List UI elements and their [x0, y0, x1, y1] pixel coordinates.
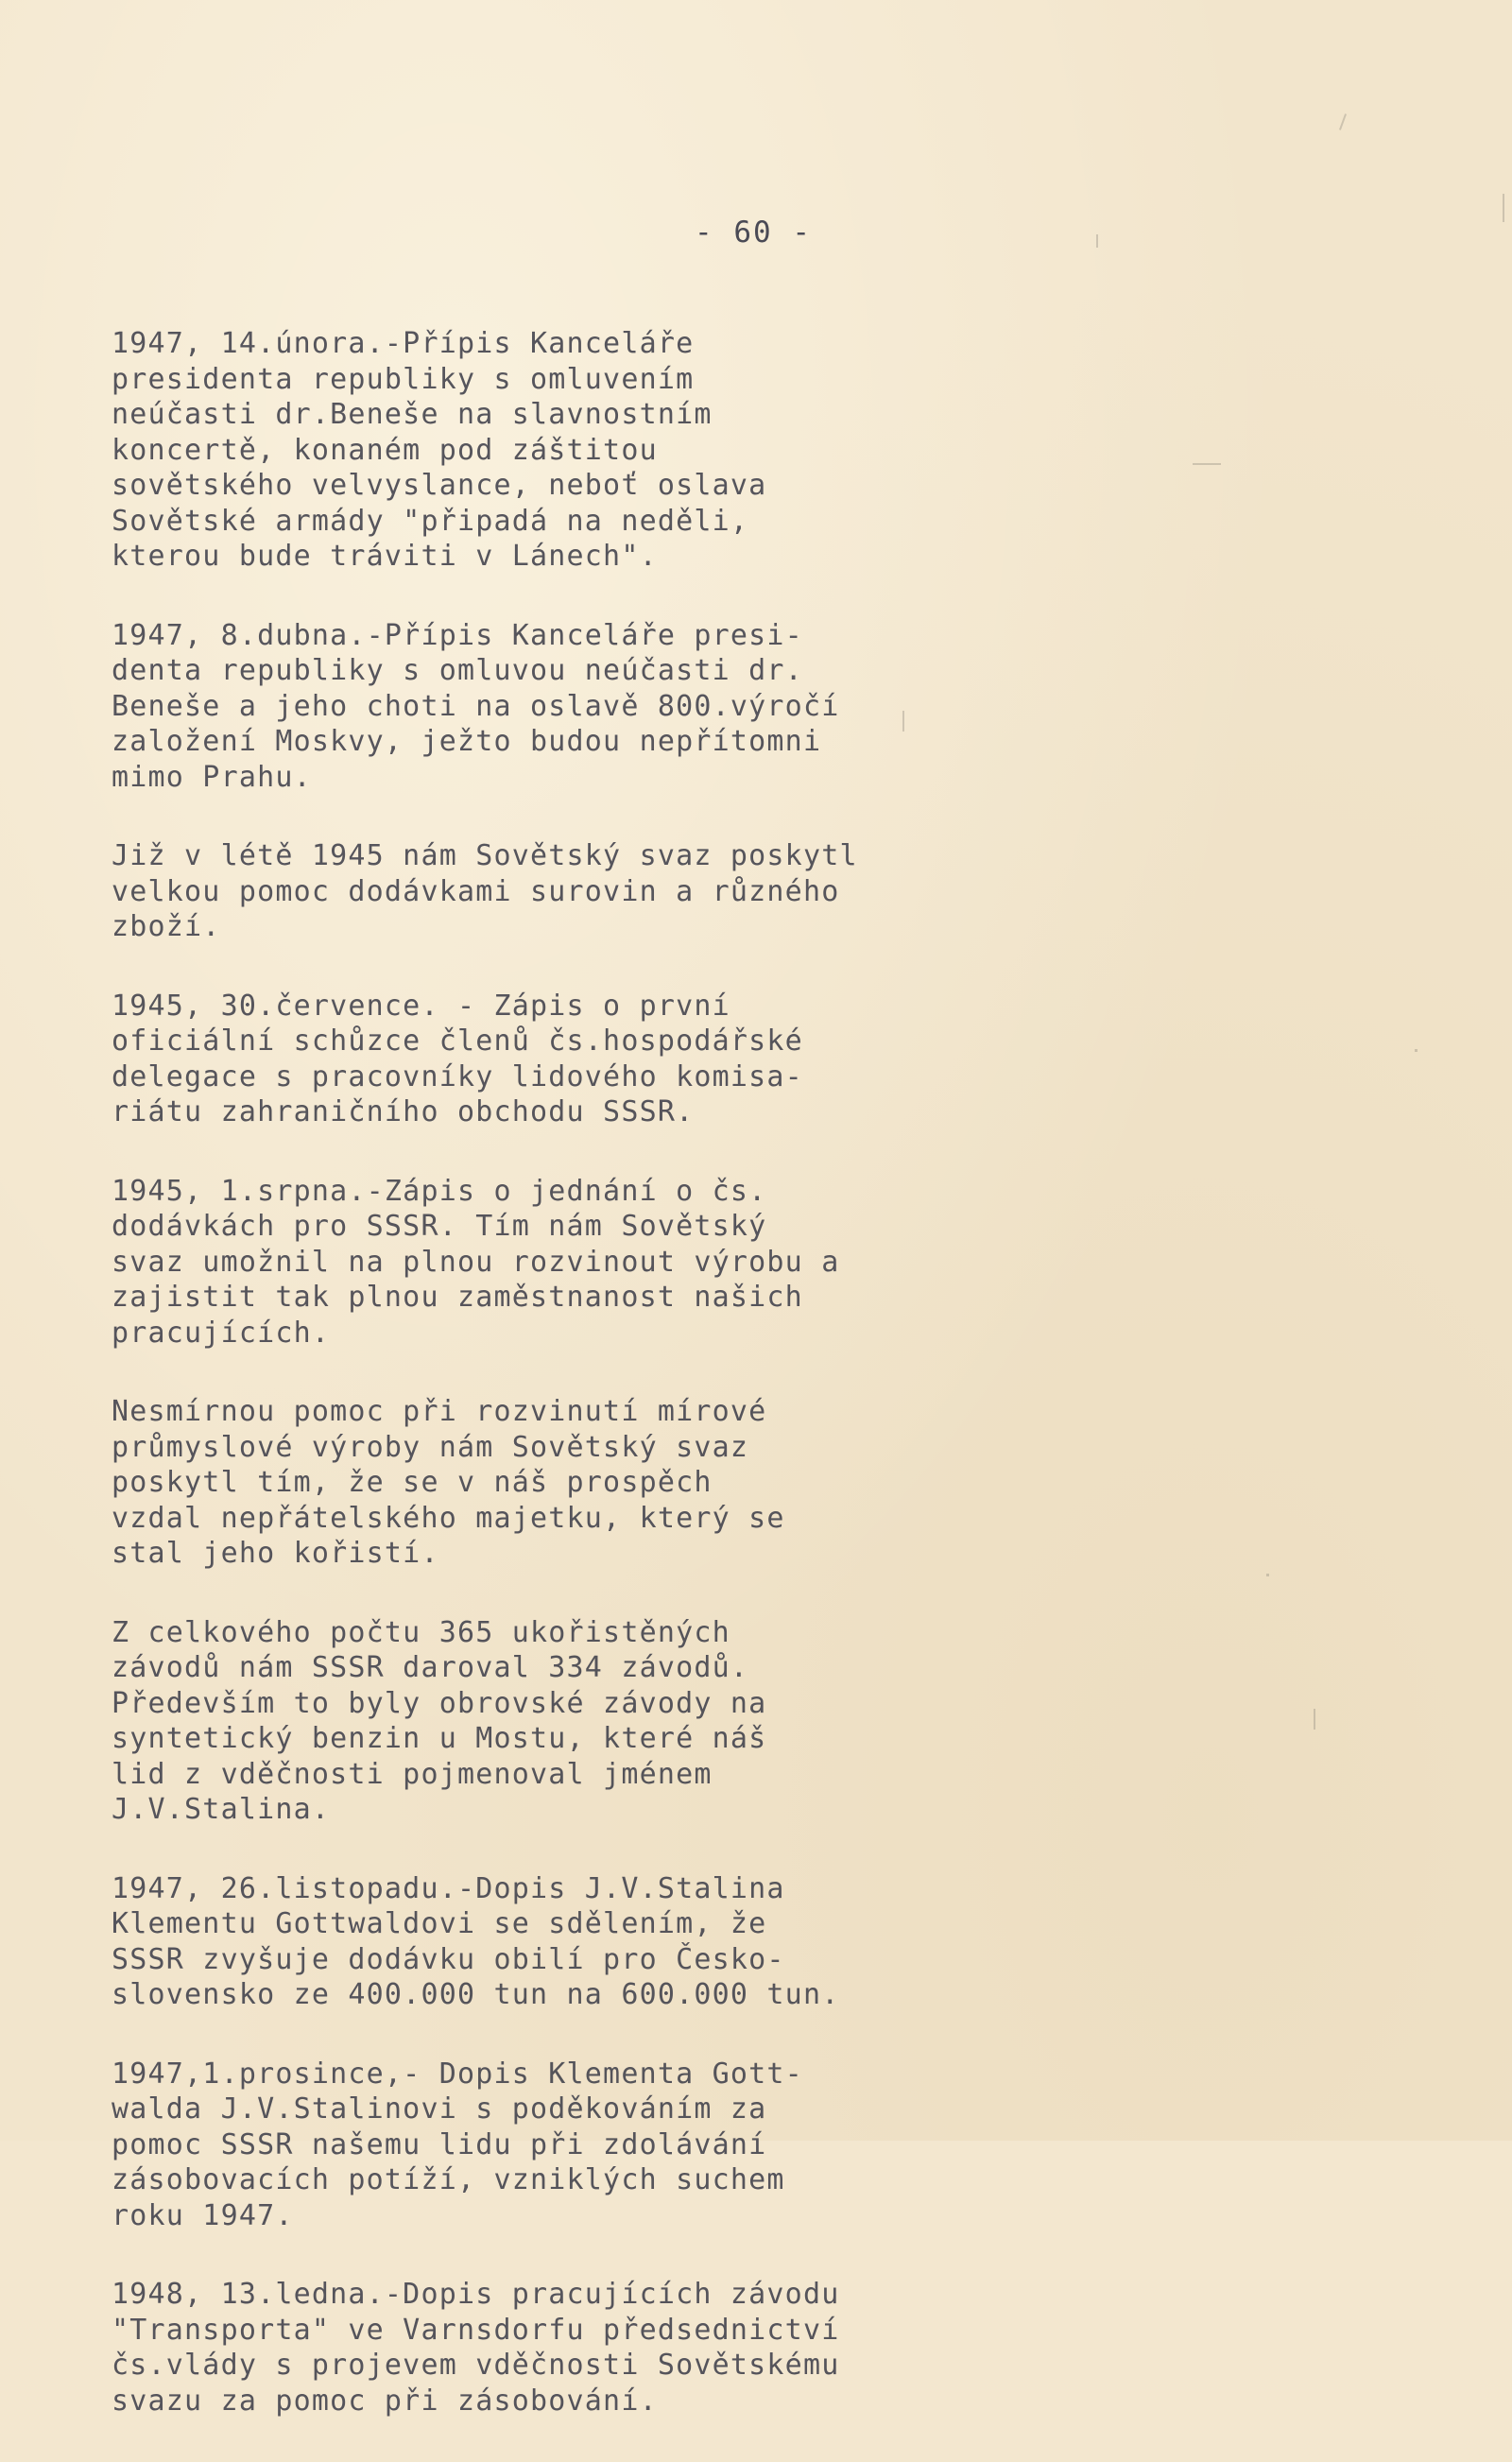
text-line: mimo Prahu.	[112, 760, 312, 794]
text-line: 1947, 14.února.-Přípis Kanceláře	[112, 327, 695, 360]
paper-speck	[902, 711, 904, 732]
text-line: dodávkách pro SSSR. Tím nám Sovětský	[112, 1210, 767, 1243]
paragraph-1945-30-cervence	[112, 989, 896, 1130]
page-number: - 60 -	[695, 215, 812, 250]
text-line: zajistit tak plnou zaměstnanost našich	[112, 1281, 803, 1314]
paper-speck	[1193, 463, 1221, 465]
text-line: denta republiky s omluvou neúčasti dr.	[112, 654, 803, 687]
text-line: koncertě, konaném pod záštitou	[112, 433, 658, 467]
text-line: 1945, 30.července. - Zápis o první	[112, 989, 730, 1023]
text-line: závodů nám SSSR daroval 334 závodů.	[112, 1651, 749, 1684]
text-line: svaz umožnil na plnou rozvinout výrobu a	[112, 1245, 840, 1279]
text-line: presidenta republiky s omluvením	[112, 362, 695, 396]
paper-speck	[1503, 194, 1504, 222]
text-line: Nesmírnou pomoc při rozvinutí mírové	[112, 1395, 767, 1428]
text-line: 1945, 1.srpna.-Zápis o jednání o čs.	[112, 1174, 767, 1208]
text-line: "Transporta" ve Varnsdorfu předsednictví	[112, 2313, 840, 2347]
paper-speck	[1266, 1574, 1269, 1576]
text-line: pomoc SSSR našemu lidu při zdolávání	[112, 2127, 767, 2161]
text-line: walda J.V.Stalinovi s poděkováním za	[112, 2092, 767, 2126]
paragraph-1945-1-srpna	[112, 1174, 896, 1352]
paragraph-1947-14-unora	[112, 326, 896, 575]
paragraph-1947-26-listopadu	[112, 1871, 896, 2013]
text-line: slovensko ze 400.000 tun na 600.000 tun.	[112, 1978, 840, 2011]
paper-speck	[1339, 113, 1347, 130]
paragraph-ukoristene-zavody	[112, 1615, 896, 1828]
text-line: neúčasti dr.Beneše na slavnostním	[112, 398, 713, 431]
text-line: zásobovacích potíží, vzniklých suchem	[112, 2163, 785, 2196]
text-line: založení Moskvy, ježto budou nepřítomni	[112, 725, 822, 758]
text-line: čs.vlády s projevem vděčnosti Sovětskému	[112, 2349, 840, 2382]
paragraph-nesmirnou-pomoc	[112, 1394, 896, 1572]
text-line: 1947, 26.listopadu.-Dopis J.V.Stalina	[112, 1871, 785, 1905]
text-line: Především to byly obrovské závody na	[112, 1686, 767, 1720]
text-line: 1947, 8.dubna.-Přípis Kanceláře presi-	[112, 618, 803, 652]
paper-speck	[1096, 234, 1098, 248]
text-line: svazu za pomoc při zásobování.	[112, 2384, 658, 2418]
text-line: Již v létě 1945 nám Sovětský svaz poskytl	[112, 839, 858, 872]
paragraph-1947-8-dubna	[112, 618, 896, 796]
text-line: Sovětské armády "připadá na neděli,	[112, 504, 749, 538]
paragraph-leto-1945	[112, 838, 896, 945]
text-line: Z celkového počtu 365 ukořistěných	[112, 1615, 730, 1649]
text-line: Klementu Gottwaldovi se sdělením, že	[112, 1907, 767, 1940]
text-line: delegace s pracovníky lidového komisa-	[112, 1059, 803, 1093]
paper-speck	[1314, 1709, 1315, 1730]
paragraph-1948-13-ledna	[112, 2277, 896, 2419]
text-line: riátu zahraničního obchodu SSSR.	[112, 1095, 695, 1128]
text-line: SSSR zvyšuje dodávku obilí pro Česko-	[112, 1942, 785, 1976]
text-line: stal jeho kořistí.	[112, 1537, 439, 1570]
text-line: poskytl tím, že se v náš prospěch	[112, 1466, 713, 1499]
text-line: 1948, 13.ledna.-Dopis pracujících závodu	[112, 2278, 840, 2311]
paper-speck	[1415, 1049, 1418, 1052]
text-line: lid z vděčnosti pojmenoval jménem	[112, 1757, 713, 1791]
text-line: pracujících.	[112, 1316, 331, 1350]
text-line: Beneše a jeho choti na oslavě 800.výročí	[112, 689, 840, 723]
text-line: sovětského velvyslance, neboť oslava	[112, 469, 767, 502]
text-line: oficiální schůzce členů čs.hospodářské	[112, 1024, 803, 1058]
text-line: roku 1947.	[112, 2198, 294, 2232]
text-line: syntetický benzin u Mostu, které náš	[112, 1722, 767, 1755]
text-line: průmyslové výroby nám Sovětský svaz	[112, 1430, 749, 1464]
text-line: J.V.Stalina.	[112, 1793, 331, 1826]
text-line: kterou bude tráviti v Lánech".	[112, 540, 658, 573]
text-line: vzdal nepřátelského majetku, který se	[112, 1501, 785, 1535]
text-line: velkou pomoc dodávkami surovin a různého	[112, 874, 840, 908]
document-body	[112, 326, 896, 2462]
text-line: zboží.	[112, 910, 221, 943]
text-line: 1947,1.prosince,- Dopis Klementa Gott-	[112, 2057, 803, 2091]
paragraph-1947-1-prosince	[112, 2057, 896, 2234]
